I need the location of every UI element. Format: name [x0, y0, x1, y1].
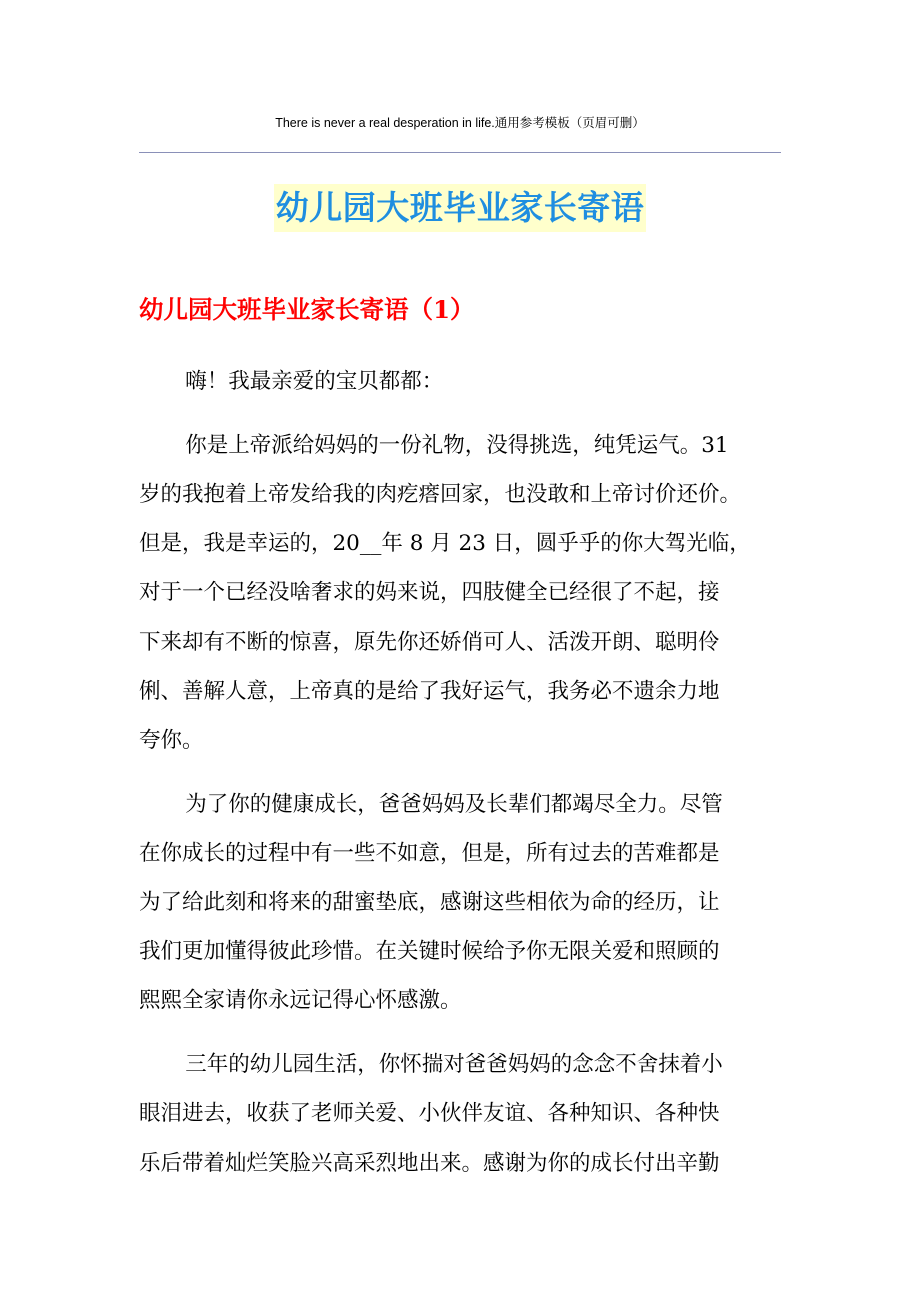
paragraph: [139, 421, 775, 765]
paragraph: [139, 780, 775, 1026]
paragraph-line: 你是上帝派给妈妈的一份礼物，没得挑选，纯凭运气。31: [185, 432, 729, 458]
paragraph-line: 眼泪进去，收获了老师关爱、小伙伴友谊、各种知识、各种快: [139, 1101, 720, 1127]
document-body: [139, 357, 775, 1202]
document-title: 幼儿园大班毕业家长寄语: [274, 184, 647, 232]
paragraph: [139, 1040, 775, 1188]
page-header: There is never a real desperation in life.通用参考模板（页眉可删）: [275, 116, 645, 130]
paragraph-line: 但是，我是幸运的，20__年 8 月 23 日，圆乎乎的你大驾光临，: [139, 531, 751, 557]
paragraph-line: 在你成长的过程中有一些不如意，但是，所有过去的苦难都是: [139, 840, 720, 866]
paragraph-line: 夸你。: [139, 727, 204, 753]
paragraph: [139, 357, 775, 406]
header-divider: [139, 152, 781, 153]
section-heading: 幼儿园大班毕业家长寄语（1）: [139, 295, 475, 324]
paragraph-line: 俐、善解人意，上帝真的是给了我好运气，我务必不遗余力地: [139, 678, 720, 704]
paragraph-line: 岁的我抱着上帝发给我的肉疙瘩回家，也没敢和上帝讨价还价。: [139, 481, 742, 507]
paragraph-line: 下来却有不断的惊喜，原先你还娇俏可人、活泼开朗、聪明伶: [139, 629, 720, 655]
paragraph-line: 对于一个已经没啥奢求的妈来说，四肢健全已经很了不起，接: [139, 580, 720, 606]
paragraph-line: 熙熙全家请你永远记得心怀感激。: [139, 988, 462, 1014]
paragraph-line: 乐后带着灿烂笑脸兴高采烈地出来。感谢为你的成长付出辛勤: [139, 1150, 720, 1176]
paragraph-line: 三年的幼儿园生活，你怀揣对爸爸妈妈的念念不舍抹着小: [185, 1052, 723, 1078]
paragraph-line: 为了给此刻和将来的甜蜜垫底，感谢这些相依为命的经历，让: [139, 890, 720, 916]
paragraph-line: 为了你的健康成长，爸爸妈妈及长辈们都竭尽全力。尽管: [185, 791, 723, 817]
paragraph-line: 嗨！我最亲爱的宝贝都都：: [185, 369, 444, 394]
title-container: [0, 184, 920, 232]
paragraph-line: 我们更加懂得彼此珍惜。在关键时候给予你无限关爱和照顾的: [139, 939, 720, 965]
